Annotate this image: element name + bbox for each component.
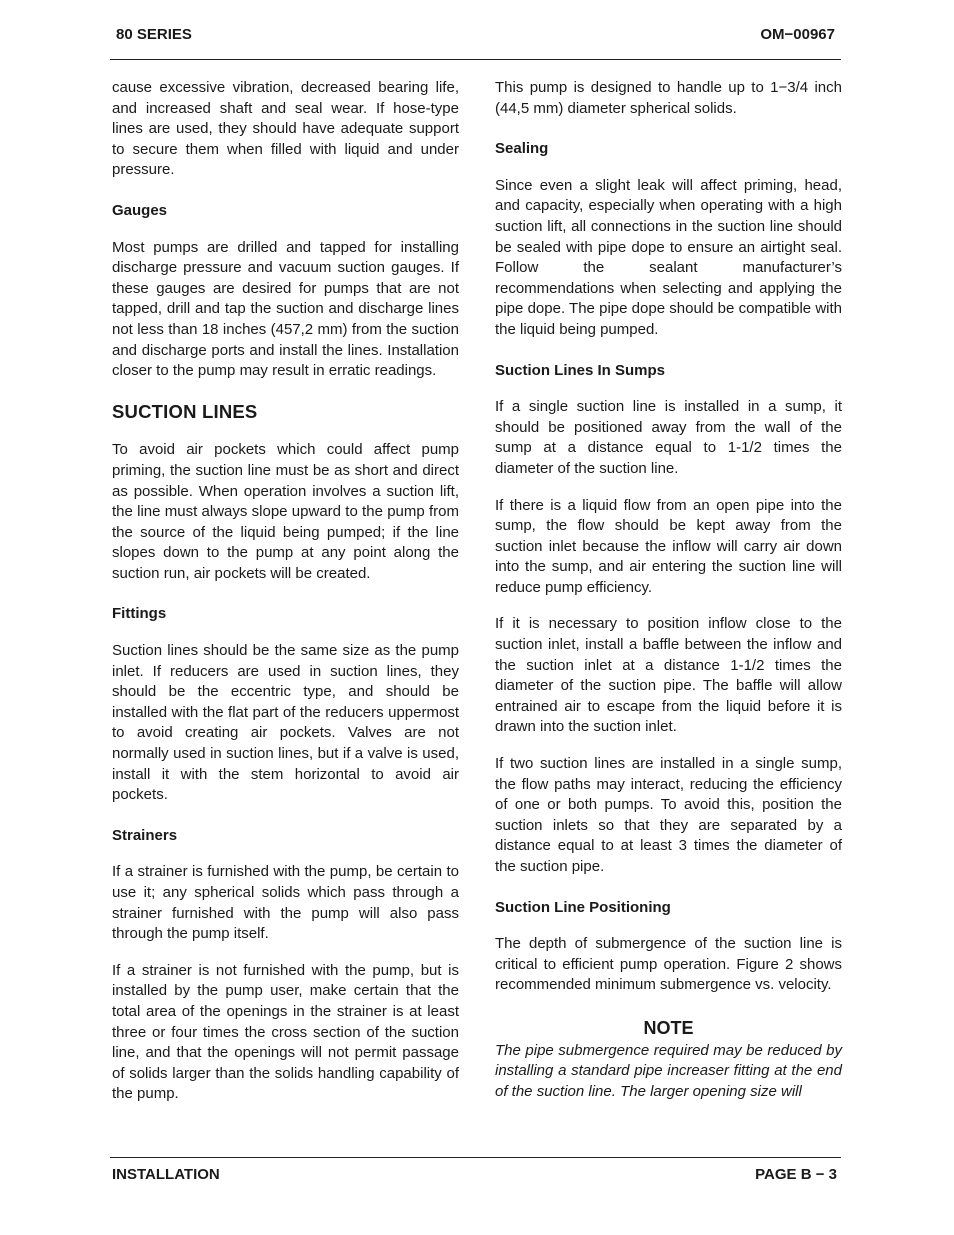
suction-lines-heading: SUCTION LINES: [112, 400, 258, 422]
fittings-heading: Fittings: [112, 605, 167, 623]
intro-paragraph: cause excessive vibration, decreased bearing life, and increased shaft and seal wear. If hose-type lines are used, they should have adequate support to secure them when filled with liquid and under pressure.: [112, 79, 459, 179]
running-header-series: 80 SERIES: [116, 26, 192, 43]
sumps-paragraph-2: If there is a liquid flow from an open pipe into the sump, the flow should be kept away from the suction inlet because the inflow will carry air down into the sump, and air entering the suction line will reduce pump efficiency.: [495, 496, 842, 596]
sumps-paragraph-1: If a single suction line is installed in a sump, it should be positioned away from the wall of the sump at a distance equal to 1-1/2 times the diameter of the suction line.: [495, 398, 842, 477]
positioning-heading: Suction Line Positioning: [495, 898, 671, 916]
gauges-heading: Gauges: [112, 201, 168, 219]
fittings-paragraph: Suction lines should be the same size as the pump inlet. If reducers are used in suction lines, they should be the eccentric type, and should be installed with the flat part of the reducers uppermost to avoid creating air pockets. Valves are not normally used in suction lines, but if a valve is used, install it with the stem horizontal to avoid air pockets.: [112, 642, 459, 804]
note-body: The pipe submergence required may be reduced by installing a standard pipe increaser fitting at the end of the suction line. The larger opening size will: [495, 1041, 842, 1100]
suction-lines-paragraph: To avoid air pockets which could affect pump priming, the suction line must be as short and direct as possible. When operation involves a suction lift, the line must always slope upward to the pump from the source of the liquid being pumped; if the line slopes down to the pump at any point along the suction run, air pockets will be created.: [112, 441, 459, 582]
running-footer-section: INSTALLATION: [112, 1166, 220, 1183]
sealing-paragraph: Since even a slight leak will affect priming, head, and capacity, especially when operating with a high suction lift, all connections in the suction line should be sealed with pipe dope to ensure an airtight seal. Follow the sealant manufacturer’s recommendations when selecting and applying the pipe dope. The pipe dope should be compatible with the liquid being pumped.: [495, 176, 842, 338]
sumps-paragraph-3: If it is necessary to position inflow close to the suction inlet, install a baffle between the inflow and the suction inlet at a distance 1-1/2 times the diameter of the suction pipe. The baffle will allow entrained air to escape from the liquid before it is drawn into the suction inlet.: [495, 615, 842, 736]
right-column: [495, 78, 842, 1102]
solids-paragraph: This pump is designed to handle up to 1−3/4 inch (44,5 mm) diameter spherical solids.: [495, 79, 842, 117]
left-column: [112, 78, 459, 1121]
sumps-paragraph-4: If two suction lines are installed in a single sump, the flow paths may interact, reducing the efficiency of one or both pumps. To avoid this, position the suction inlets so that they are separated by a distance equal to at least 3 times the diameter of the suction pipe.: [495, 755, 842, 875]
footer-rule: [110, 1157, 841, 1158]
note-title: NOTE: [643, 1017, 694, 1038]
strainers-paragraph-1: If a strainer is furnished with the pump, be certain to use it; any spherical solids which pass through a strainer furnished with the pump will also pass through the pump itself.: [112, 863, 459, 943]
header-rule: [110, 59, 841, 60]
gauges-paragraph: Most pumps are drilled and tapped for installing discharge pressure and vacuum suction gauges. If these gauges are desired for pumps that are not tapped, drill and tap the suction and discharge lines not less than 18 inches (457,2 mm) from the suction and discharge ports and install the lines. Installation closer to the pump may result in erratic readings.: [112, 238, 459, 380]
positioning-paragraph: The depth of submergence of the suction line is critical to efficient pump operation. Figure 2 shows recommended minimum submergence vs. velocity.: [495, 935, 842, 994]
sealing-heading: Sealing: [495, 140, 549, 158]
page-number: PAGE B − 3: [755, 1166, 837, 1183]
strainers-paragraph-2: If a strainer is not furnished with the pump, but is installed by the pump user, make certain that the total area of the openings in the strainer is at least three or four times the cross section of the suction line, and that the openings will not permit passage of solids larger than the solids handling capability of the pump.: [112, 961, 459, 1103]
running-header-document-number: OM−00967: [760, 26, 835, 43]
strainers-heading: Strainers: [112, 826, 178, 844]
sumps-heading: Suction Lines In Sumps: [495, 361, 666, 379]
